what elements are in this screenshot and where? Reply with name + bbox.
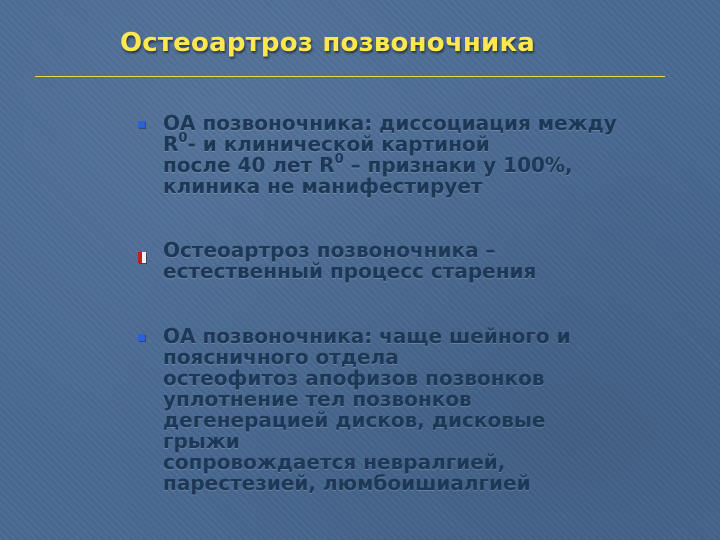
line-text: естественный процесс старения bbox=[163, 259, 537, 283]
line-text: дегенерацией дисков, дисковые bbox=[163, 408, 546, 432]
line-text: ОА позвоночника: чаще шейного и bbox=[163, 324, 571, 348]
bullet-item-3 bbox=[163, 326, 683, 494]
bullet-line bbox=[163, 113, 683, 134]
line-text: - и клинической картиной bbox=[187, 132, 490, 156]
line-text: грыжи bbox=[163, 429, 240, 453]
bullet-line bbox=[163, 131, 683, 156]
line-text: сопровождается невралгией, bbox=[163, 450, 506, 474]
bullet-line bbox=[163, 431, 683, 452]
superscript: 0 bbox=[334, 152, 344, 168]
bullet-line bbox=[163, 410, 683, 431]
bullet-line bbox=[163, 389, 683, 410]
line-text: ОА позвоночника: диссоциация между bbox=[163, 111, 617, 135]
line-text: остеофитоз апофизов позвонков bbox=[163, 366, 545, 390]
line-text: после 40 лет R bbox=[163, 153, 335, 177]
bullet-line bbox=[163, 152, 683, 177]
title-divider bbox=[35, 76, 665, 77]
bullet-line bbox=[163, 452, 683, 473]
bullet-line bbox=[163, 368, 683, 389]
line-text: клиника не манифестирует bbox=[163, 174, 483, 198]
blue-square-bullet-icon bbox=[138, 121, 145, 128]
superscript: 0 bbox=[178, 131, 188, 147]
bullet-item-1 bbox=[163, 113, 683, 197]
bullet-line bbox=[163, 473, 683, 494]
line-text: парестезией, люмбоишиалгией bbox=[163, 471, 531, 495]
bullet-line bbox=[163, 240, 683, 261]
bullet-line bbox=[163, 347, 683, 368]
slide-title: Остеоартроз позвоночника bbox=[120, 28, 536, 58]
line-text: R bbox=[163, 132, 179, 156]
line-text: уплотнение тел позвонков bbox=[163, 387, 472, 411]
red-flag-bullet-icon bbox=[138, 252, 146, 263]
bullet-line bbox=[163, 176, 683, 197]
bullet-item-2 bbox=[163, 240, 683, 282]
bullet-line bbox=[163, 261, 683, 282]
line-text: Остеоартроз позвоночника – bbox=[163, 238, 496, 262]
blue-square-bullet-icon bbox=[138, 334, 145, 341]
bullet-line bbox=[163, 326, 683, 347]
line-text: поясничного отдела bbox=[163, 345, 399, 369]
line-text: – признаки у 100%, bbox=[343, 153, 573, 177]
